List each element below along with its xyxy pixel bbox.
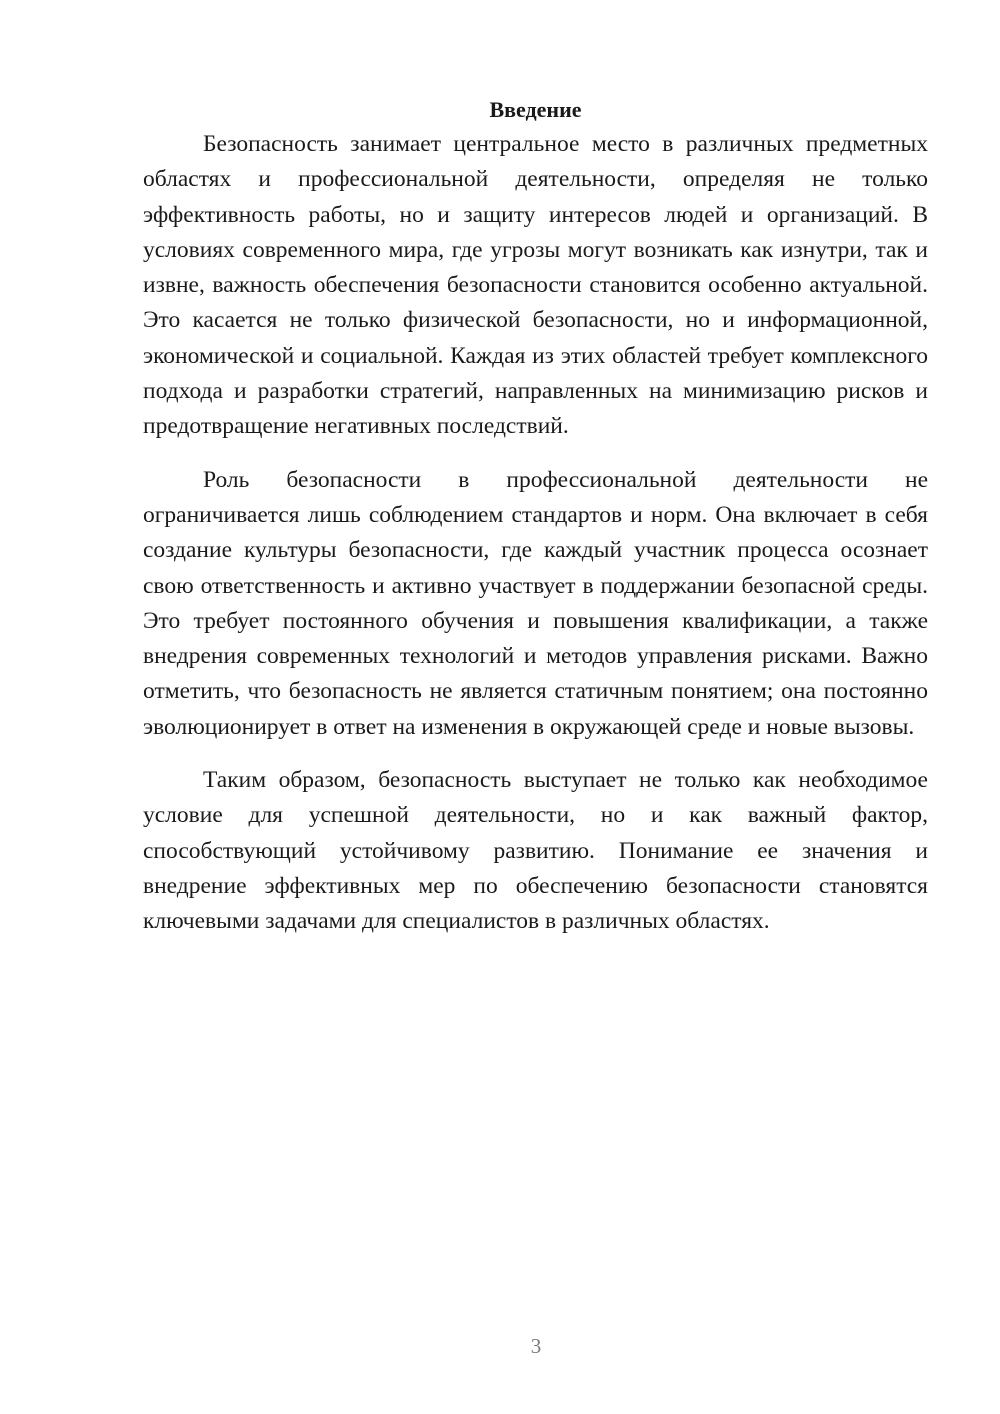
paragraph-2: Роль безопасности в профессиональной деятельности не ограничивается лишь соблюдением стандартов и норм. Она включает в себя создание культуры безопасности, где каждый участник процесса осознает свою ответственность и активно участвует в поддержании безопасной среды. Это требует постоянного обучения и повышения квалификации, а также внедрения современных технологий и методов управления рисками. Важно отметить, что безопасность не является статичным понятием; она постоянно эволюционирует в ответ на изменения в окружающей среде и новые вызовы. [143,466,928,740]
page-content [143,92,928,940]
page-number: 3 [530,1334,542,1358]
paragraph-3: Таким образом, безопасность выступает не только как необходимое условие для успешной деятельности, но и как важный фактор, способствующий устойчивому развитию. Понимание ее значения и внедрение эффективных мер по обеспечению безопасности становятся ключевыми задачами для специалистов в различных областях. [143,767,928,935]
paragraph-1: Безопасность занимает центральное место в различных предметных областях и профессиональной деятельности, определяя не только эффективность работы, но и защиту интересов людей и организаций. В условиях современного мира, где угрозы могут возникать как изнутри, так и извне, важность обеспечения безопасности становится особенно актуальной. Это касается не только физической безопасности, но и информационной, экономической и социальной. Каждая из этих областей требует комплексного подхода и разработки стратегий, направленных на минимизацию рисков и предотвращение негативных последствий. [143,131,928,440]
section-title: Введение [489,97,582,122]
